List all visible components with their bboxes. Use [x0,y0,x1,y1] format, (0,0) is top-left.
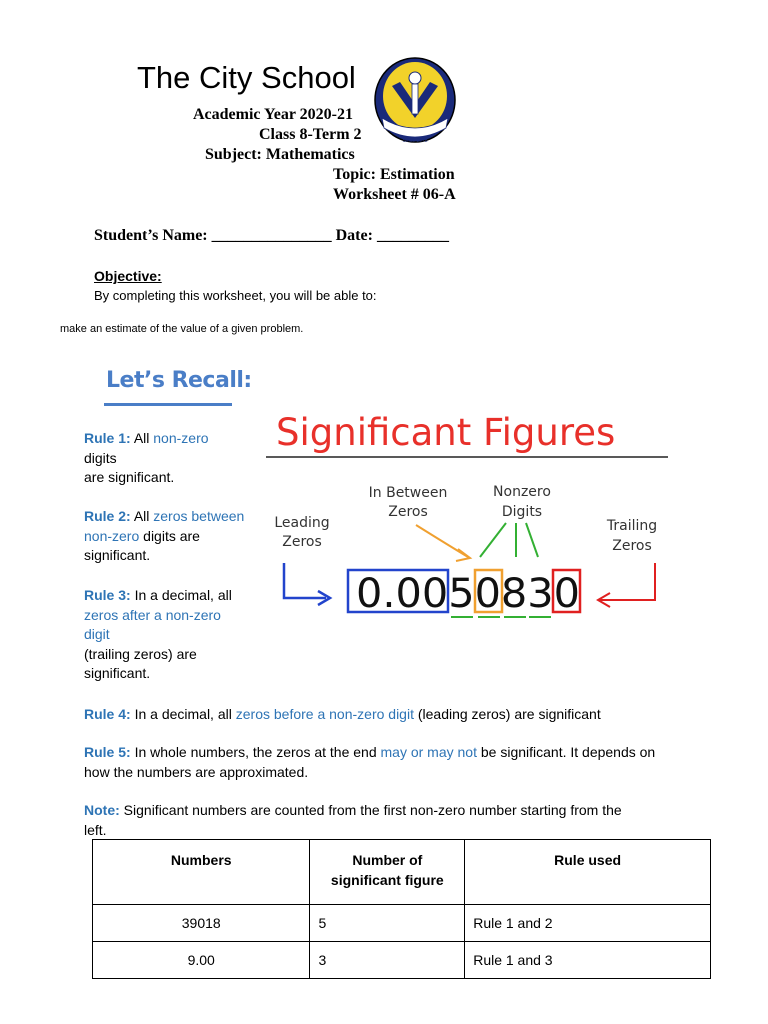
school-logo [372,56,458,146]
table-row [93,905,711,942]
class-term: Class 8-Term 2 [259,126,362,143]
rule-1-label: Rule 1: [84,430,131,446]
table-row [93,942,711,979]
cell-numbers: 9.00 [93,942,310,979]
label-trailing-2: Zeros [612,538,652,554]
topic: Topic: Estimation [333,166,455,183]
cell-numbers: 39018 [93,905,310,942]
recall-heading: Let’s Recall: [106,368,252,393]
subject: Subject: Mathematics [205,146,355,163]
diagram-title: Significant Figures [276,411,616,454]
worksheet-number: Worksheet # 06-A [333,186,456,203]
cell-count: 3 [310,942,465,979]
nonzero-arrows [480,523,506,557]
cell-rule: Rule 1 and 2 [465,905,711,942]
header-count: Number of significant figure [310,840,465,905]
note: Note: Significant numbers are counted from the first non-zero number starting from the left. [84,802,622,838]
objective-item [60,323,303,335]
significant-figures-table [92,839,711,979]
label-between-2: Zeros [388,504,428,520]
logo-caption: Since 1978 [402,138,428,144]
rule-4: Rule 4: In a decimal, all zeros before a non-zero digit (leading zeros) are significant [84,706,601,722]
recall-underline [104,403,232,406]
rule-3: Rule 3: In a decimal, all zeros after a non-zero digit (trailing zeros) are significant. [84,587,232,681]
label-nonzero-1: Nonzero [493,484,551,500]
cell-rule: Rule 1 and 3 [465,942,711,979]
student-name-date-line: Student’s Name: _______________ Date: _________ [94,227,449,244]
label-between-1: In Between [368,485,448,501]
objective-intro: By completing this worksheet, you will be able to: [94,288,377,303]
objective-item-text: make an estimate of the value of a given problem. [60,323,304,335]
label-trailing-1: Trailing [606,518,658,534]
rule-5: Rule 5: In whole numbers, the zeros at the end may or may not be significant. It depends on how the numbers are approximated. [84,744,656,780]
rule-3-label: Rule 3: [84,587,131,603]
school-title: The City School [137,60,356,95]
rule-2: Rule 2: All zeros between non-zero digits are significant. [84,508,245,563]
table-header-row [93,840,711,905]
note-label: Note: [84,802,120,818]
label-leading-2: Zeros [282,534,322,550]
academic-year: Academic Year 2020-21 [193,106,353,123]
between-arrow [416,525,468,557]
rule-4-label: Rule 4: [84,706,131,722]
rule-2-label: Rule 2: [84,508,131,524]
significant-figures-diagram [258,405,678,625]
header-numbers: Numbers [93,840,310,905]
label-leading-1: Leading [274,515,330,531]
rule-1: Rule 1: All non-zero digits are significant. [84,430,209,485]
rule-5-label: Rule 5: [84,744,131,760]
cell-count: 5 [310,905,465,942]
significant-number: 0.0050830 [356,571,580,617]
header-rule: Rule used [465,840,711,905]
objective-heading: Objective: [94,268,162,284]
label-nonzero-2: Digits [501,504,543,520]
